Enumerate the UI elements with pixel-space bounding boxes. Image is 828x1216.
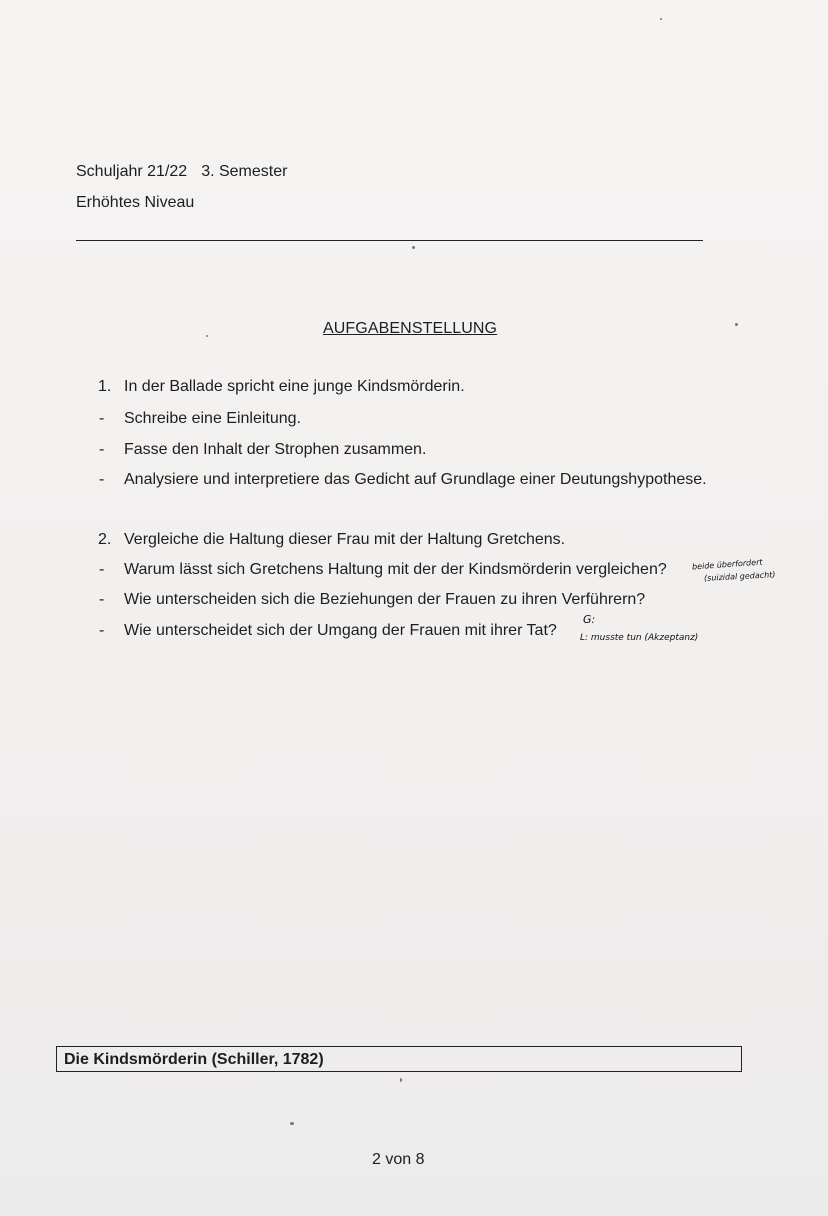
poem-title-box — [56, 1046, 742, 1072]
school-year: Schuljahr 21/22 — [76, 163, 188, 180]
handwritten-note: G: — [583, 613, 596, 626]
task-item: Wie unterscheiden sich die Beziehungen der Frauen zu ihren Verführern? — [124, 591, 646, 608]
page-title: AUFGABENSTELLUNG — [323, 320, 498, 337]
task-item: Wie unterscheidet sich der Umgang der Frauen mit ihrer Tat? — [124, 622, 557, 639]
task-number: 2. — [98, 531, 112, 548]
scan-speck — [290, 1122, 294, 1125]
task-item: Schreibe eine Einleitung. — [124, 410, 302, 427]
handwritten-note: (suizidal gedacht) — [703, 570, 776, 583]
task-item: Warum lässt sich Gretchens Haltung mit der der Kindsmörderin vergleichen? — [124, 561, 667, 578]
header-line — [76, 163, 287, 181]
bullet-dash: - — [99, 591, 105, 608]
task-item: Fasse den Inhalt der Strophen zusammen. — [124, 441, 427, 458]
bullet-dash: - — [99, 410, 105, 427]
header-divider — [76, 240, 703, 241]
scan-speck — [400, 1078, 402, 1082]
scan-speck — [412, 246, 415, 249]
handwritten-note: L: musste tun (Akzeptanz) — [580, 633, 699, 643]
bullet-dash: - — [99, 561, 105, 578]
scan-speck — [735, 323, 738, 326]
handwritten-note: beide überfordert — [691, 557, 763, 572]
page-number: 2 von 8 — [372, 1151, 425, 1168]
level: Erhöhtes Niveau — [76, 194, 195, 211]
task-text: Vergleiche die Haltung dieser Frau mit der Haltung Gretchens. — [124, 531, 566, 548]
bullet-dash: - — [99, 622, 105, 639]
task-number: 1. — [98, 378, 112, 395]
poem-title: Die Kindsmörderin (Schiller, 1782) — [64, 1051, 324, 1068]
scan-speck — [206, 335, 208, 337]
task-text: In der Ballade spricht eine junge Kindsmörderin. — [124, 378, 465, 395]
bullet-dash: - — [99, 471, 105, 488]
semester: 3. Semester — [201, 163, 288, 180]
bullet-dash: - — [99, 441, 105, 458]
task-item: Analysiere und interpretiere das Gedicht auf Grundlage einer Deutungshypothese. — [124, 471, 707, 488]
scan-speck — [660, 18, 662, 20]
